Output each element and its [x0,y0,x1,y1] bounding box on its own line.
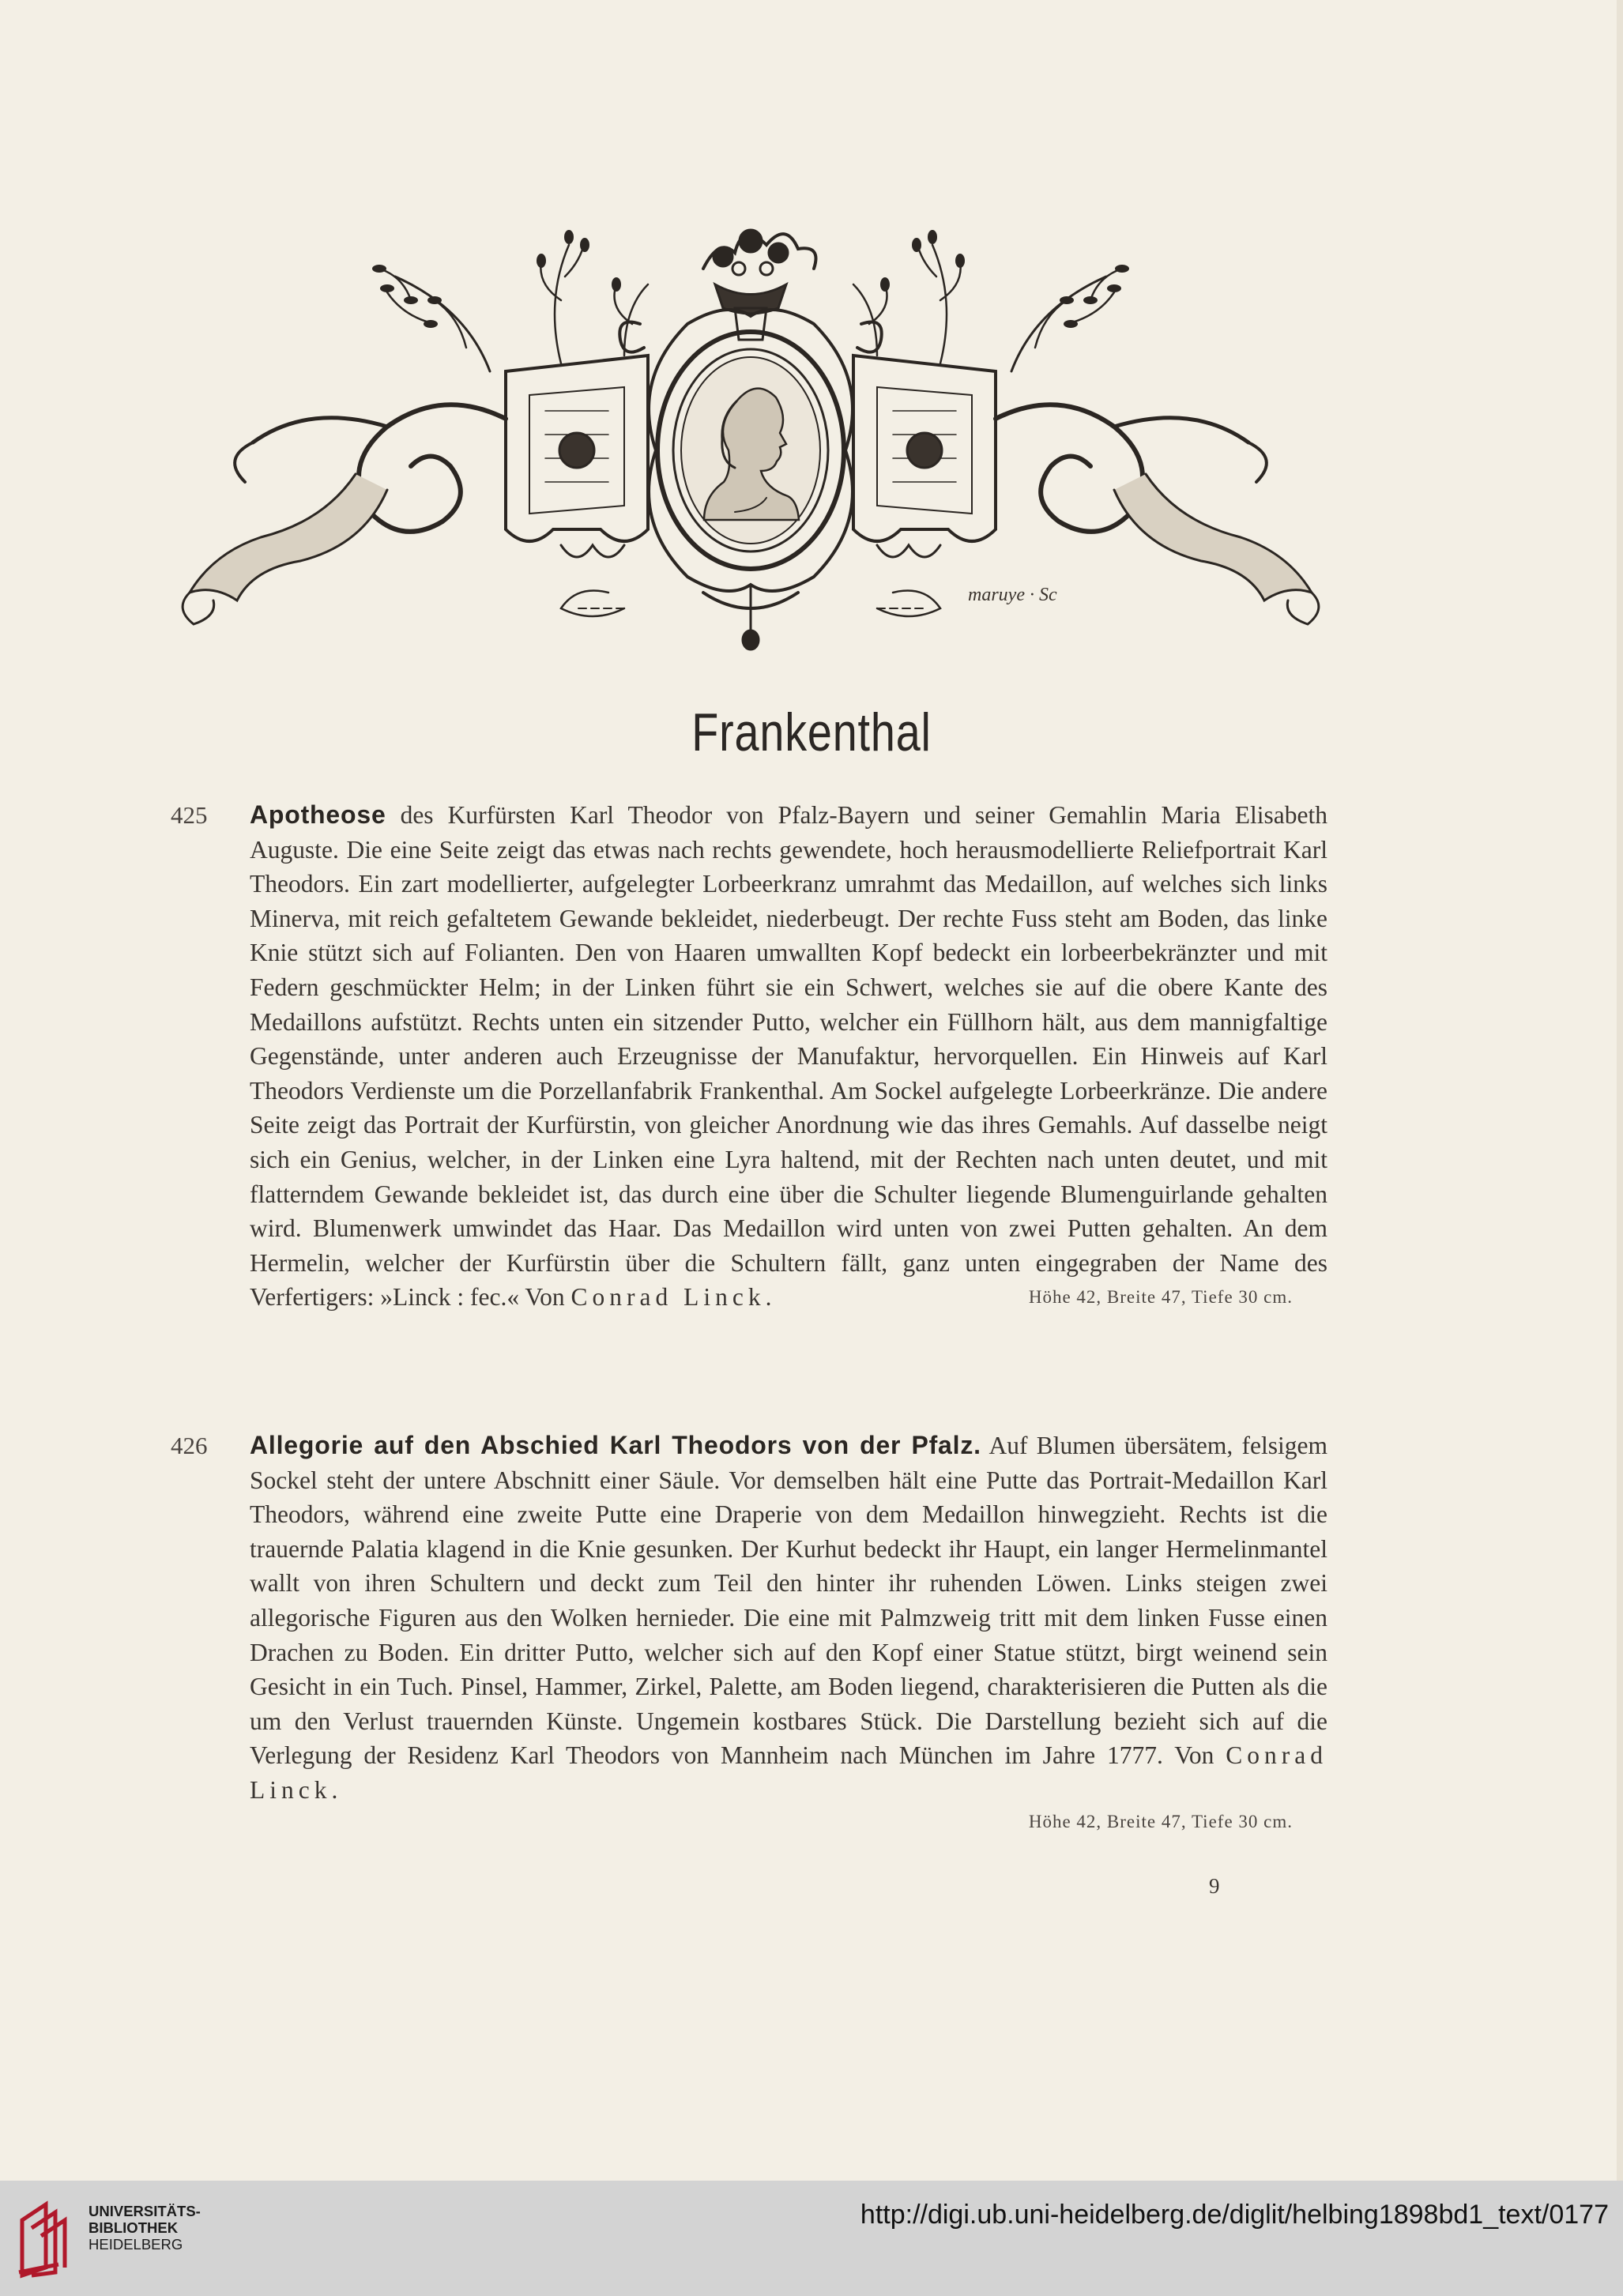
entry-artist: Conrad Linck. [250,1741,1327,1804]
page-title: Frankenthal [691,702,932,762]
library-name-line3: HEIDELBERG [88,2236,183,2253]
library-name-line1: UNIVERSITÄTS- [88,2203,201,2219]
entry-heading: Allegorie auf den Abschied Karl Theodors von der Pfalz. [250,1431,981,1459]
library-logo-icon [14,2196,79,2280]
catalog-entry-425 [171,798,1327,1315]
page-edge [1617,0,1623,2181]
lot-number: 426 [171,1432,208,1459]
entry-dimensions: Höhe 42, Breite 47, Tiefe 30 cm. [1028,1287,1293,1308]
library-name [88,2203,201,2253]
entry-description: Auf Blumen übersätem, felsigem Sockel steht der untere Abschnitt einer Säule. Vor demselben hält eine Putte das Portrait-Medaillon Karl Theodors, während eine zweite Putte eine Draperie von dem Medaillon hinwegzieht. Rechts ist die trauernde Palatia klagend in die Knie gesunken. Der Kurhut bedeckt ihr Haupt, ein langer Hermelinmantel wallt von ihren Schultern und deckt zum Teil den hinter ihr ruhenden Löwen. Links steigen zwei allegorische Figuren aus den Wolken hernieder. Die eine mit Palmzweig tritt mit dem linken Fusse einen Drachen zu Boden. Ein dritter Putto, welcher sich auf den Kopf einer Statue stützt, birgt weinend sein Gesicht in ein Tuch. Pinsel, Hammer, Zirkel, Palette, am Boden liegend, charakterisieren die Putten als die um den Verlust trauernden Künste. Ungemein kostbares Stück. Die Darstellung bezieht sich auf die Verlegung der Residenz Karl Theodors von Mannheim nach München im Jahre 1777. Von [250,1432,1328,1770]
permalink-url[interactable]: http://digi.ub.uni-heidelberg.de/diglit/helbing1898bd1_text/0177 [860,2200,1609,2230]
page-number: 9 [1209,1874,1220,1898]
library-footer-bar [0,2181,1623,2296]
catalog-entry-426 [171,1428,1328,1835]
entry-dimensions: Höhe 42, Breite 47, Tiefe 30 cm. [1028,1811,1293,1831]
entry-description: des Kurfürsten Karl Theodor von Pfalz-Bayern und seiner Gemahlin Maria Elisabeth Auguste. Die eine Seite zeigt das etwas nach rechts gewendete, hoch herausmodellierte Reliefportrait Karl Theodors. Ein zart modellierter, aufgelegter Lorbeerkranz umrahmt das Medaillon, auf welches sich links Minerva, mit reich gefaltetem Gewande bekleidet, niederbeugt. Der rechte Fuss steht am Boden, das linke Knie stützt sich auf Folianten. Den von Haaren umwallten Kopf bedeckt ein lorbeerbekränzter und mit Federn geschmückter Helm; in der Linken führt sie ein Schwert, welches sie auf die obere Kante des Medaillons aufstützt. Rechts unten ein sitzender Putto, welcher ein Füllhorn hält, aus dem mannigfaltige Gegenstände, unter anderen auch Erzeugnisse der Manufaktur, hervorquellen. Ein Hinweis auf Karl Theodors Verdienste um die Porzellanfabrik Frankenthal. Am Sockel aufgelegte Lorbeerkränze. Die andere Seite zeigt das Portrait der Kurfürstin, von gleicher Anordnung wie das ihres Gemahls. Auf dasselbe neigt sich ein Genius, welcher, in der Linken eine Lyra haltend, mit der Rechten nach unten deutet, und mit flatterndem Gewande bekleidet ist, das durch eine über die Schulter liegende Blumenguirlande gehalten wird. Blumenwerk umwindet das Haar. Das Medaillon wird unten von zwei Putten gehalten. An dem Hermelin, welcher der Kurfürstin über die Schultern fällt, ganz unten eingegraben der Name des Verfertigers: »Linck : fec.« Von [250,801,1327,1312]
rococo-ornament-illustration [150,213,1351,656]
entry-artist: Conrad Linck. [570,1283,777,1312]
lot-number: 425 [171,801,208,829]
engraver-signature: maruye · Sc [968,585,1057,605]
library-name-line2: BIBLIOTHEK [88,2219,179,2236]
entry-heading: Apotheose [250,800,386,829]
